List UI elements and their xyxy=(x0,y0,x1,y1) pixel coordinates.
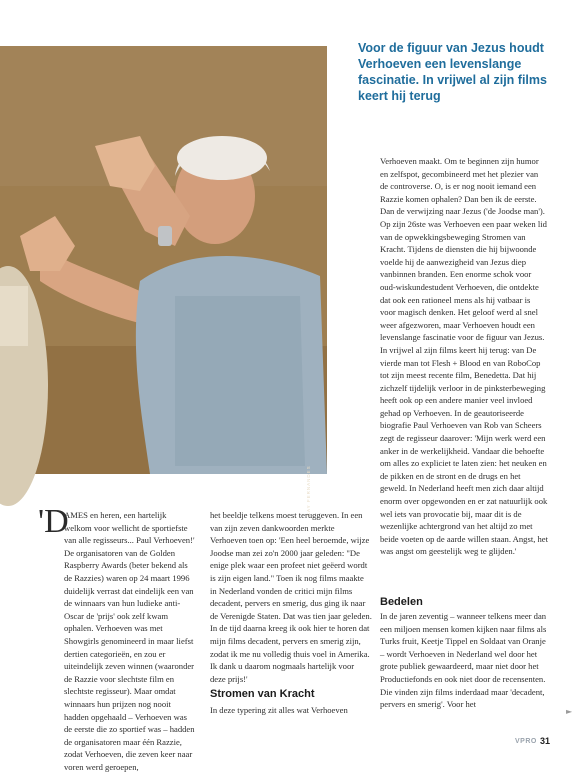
column-1-body: AMES en heren, een hartelijk welkom voor wellicht de sportiefste van alle regisseurs... Paul Verhoeven!' De organisatoren van de Golden Raspberry Awards (beter bekend als de Razzies) waren op 24 maart 1996 duidelijk verrast dat eindelijk een van de winnaars van hun ludieke anti-Oscar de 'prijs' ook zelf kwam ophalen. Verhoeven was met Showgirls genomineerd in maar liefst dertien categorieën, en zou er uiteindelijk zeven winnen (waaronder de Razzie voor slechtste film en slechtste regisseur). Maar omdat winnaars hun prijzen nog nooit hadden opgehaald – Verhoeven was de eerste die zo sportief was – hadden de organisatoren maar één Razzie, zodat Verhoeven, die zeven keer naar voren werd geroepen, xyxy=(64,510,195,772)
photo-credit: KAY FERNANDES xyxy=(306,465,311,516)
text-column-3 xyxy=(380,155,548,558)
column-3-text: Verhoeven maakt. Om te beginnen zijn humor en zelfspot, gecombineerd met het plezier van de controverse. O, is er nog nooit iemand een Razzie komen ophalen? Dan ben ik de eerste. Dan de verwijzing naar Jezus ('de Joodse man'). Op zijn 26ste was Verhoeven een paar weken lid van de opwekkingsbeweging Stromen van Kracht. Tijdens de diensten die hij bijwoonde voelde hij de aanwezigheid van Jezus diep vanbinnen branden. Een enorme schok voor oud-wiskundestudent Verhoeven, die ontdekte dat ook een rationeel mens als hij vatbaar is voor magisch denken. Het geloof werd al snel weer afgezworen, maar Verhoeven houdt een levenslange fascinatie voor de figuur van Jezus. In vrijwel al zijn films keert hij terug: van De vierde man tot Flesh + Blood en van RoboCop tot zijn meest recente film, Benedetta. Dat hij zichzelf tijdelijk verloor in de pinksterbeweging heeft ook op een andere manier veel invloed gehad op Verhoeven. In de geautoriseerde biografie Paul Verhoeven van Rob van Scheers zegt de regisseur daarover: 'Mijn werk werd een anker in de werkelijkheid. Vandaar die behoefte om alles zo expliciet te laten zien: het neuken en de pikken en de stront en de drugs en het geweld. In Nederland heeft men zich daar altijd enorm over opgewonden en er zat natuurlijk ook wel iets van provocatie bij, maar dit is de wezenlijke achtergrond van het altijd zo met beide voeten op de aarde willen staan. Angst, het was angst om geestelijk weg te glijden.' xyxy=(380,156,549,557)
pull-quote: Voor de figuur van Jezus houdt Verhoeven een levenslange fascinatie. In vrijwel al zijn films keert hij terug xyxy=(358,41,547,103)
photo-illustration xyxy=(0,46,327,474)
text-column-1 xyxy=(38,509,196,773)
page-number: 31 xyxy=(540,736,551,746)
text-column-4 xyxy=(380,610,548,711)
column-2-text: het beeldje telkens moest teruggeven. In een van zijn zeven dankwoorden merkte Verhoeven toen op: 'Een heel beroemde, wijze Joodse man zei zo'n 2000 jaar geleden: "De enige plek waar een profeet niet geëerd wordt is zijn eigen land." Toen ik nog films maakte in Nederland vonden de critici mijn films decadent, pervers en smerig, dus ging ik naar de Verenigde Staten. Dat was tien jaar geleden. In de tijd daarna kreeg ik ook hier te horen dat mijn films decadent, pervers en smerig zijn, zodat ik me nu volledig thuis voel in Amerika. Ik dank u daarom nogmaals hartelijk voor deze prijs!' xyxy=(210,510,372,684)
text-column-2 xyxy=(210,509,372,685)
column-2-continuation: In deze typering zit alles wat Verhoeven xyxy=(210,705,348,715)
article-photo xyxy=(0,46,327,516)
column-1-text xyxy=(38,509,196,773)
drop-cap: 'D xyxy=(38,503,69,540)
magazine-logo: VPRO xyxy=(515,738,537,745)
section-heading-stromen: Stromen van Kracht xyxy=(210,688,315,700)
section-heading-bedelen: Bedelen xyxy=(380,596,423,608)
continue-arrow-icon: ► xyxy=(566,707,573,716)
column-4-text: In de jaren zeventig – wanneer telkens meer dan een miljoen mensen komen kijken naar films als Turks fruit, Keetje Tippel en Soldaat van Oranje – wordt Verhoeven in Nederland wel door het grote publiek gewaardeerd, maar niet door het Productiefonds en ook niet door de recensenten. Die vinden zijn films inderdaad maar 'decadent, pervers en smerig'. Voor het xyxy=(380,611,547,710)
